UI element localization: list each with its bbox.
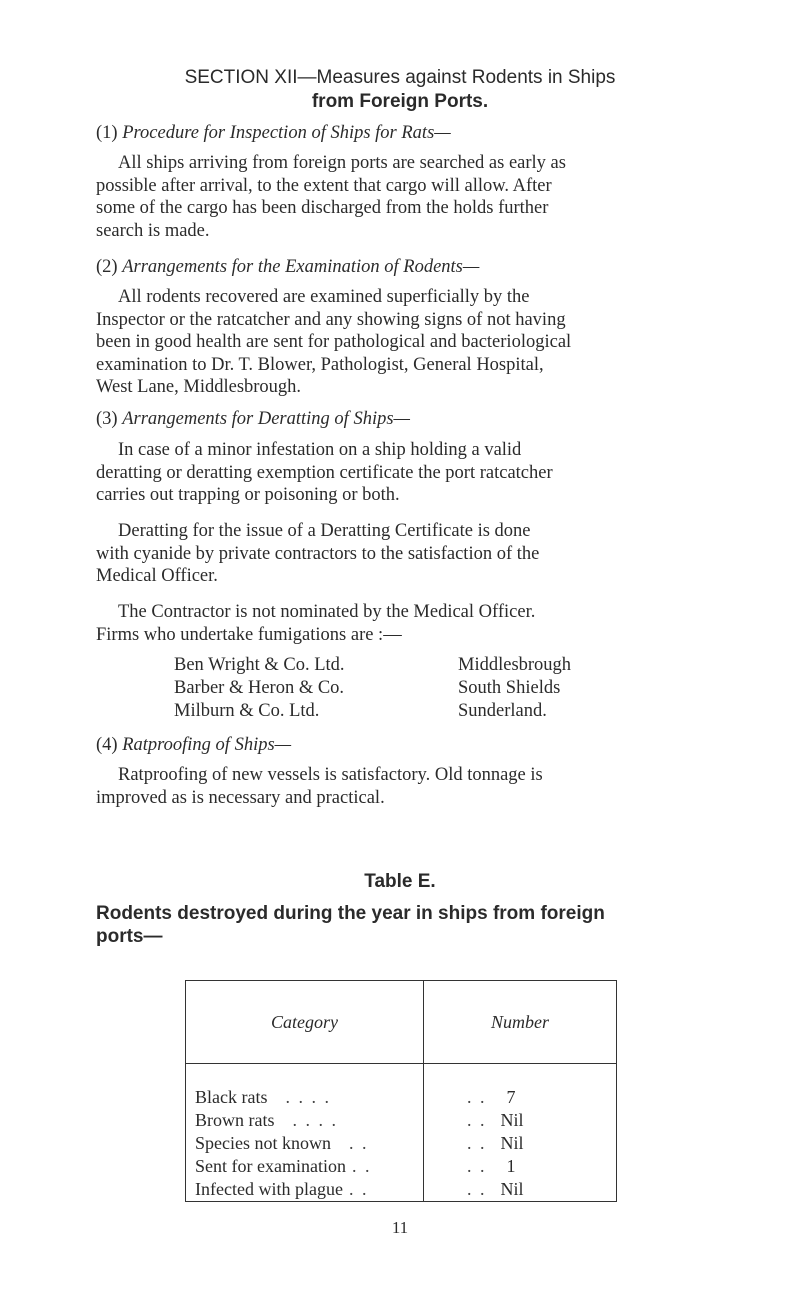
dot-leader: . .	[348, 1178, 369, 1199]
text-line: Deratting for the issue of a Deratting Certificate is done	[118, 521, 531, 541]
text-line: West Lane, Middlesbrough.	[96, 377, 302, 398]
text-line: carries out trapping or poisoning or both.	[96, 485, 400, 506]
firm-name: Barber & Heron & Co.	[174, 678, 345, 698]
column-header-category: Category	[186, 981, 424, 1064]
text-line: deratting or deratting exemption certificate the port ratcatcher	[96, 462, 553, 483]
dot-leader: . .	[467, 1086, 487, 1107]
subsection-2-paragraph	[96, 286, 708, 399]
subsection-3-paragraph-3	[96, 601, 708, 646]
subsection-3-heading	[96, 408, 410, 431]
firm-place: Sunderland.	[458, 701, 547, 721]
text-line: search is made.	[96, 220, 210, 241]
firm-row	[174, 654, 571, 677]
table-row	[186, 1178, 617, 1202]
text-line: with cyanide by private contractors to the satisfaction of the	[96, 543, 540, 564]
dot-leader: . .	[467, 1178, 487, 1199]
subsection-2-title: Arrangements for the Examination of Rodents—	[122, 257, 480, 277]
subsection-4-title: Ratproofing of Ships—	[122, 735, 292, 755]
section-title-line1: SECTION XII—Measures against Rodents in Ships	[184, 67, 616, 88]
section-title-line2: from Foreign Ports.	[311, 91, 489, 112]
firm-row	[174, 677, 571, 700]
text-line: Inspector or the ratcatcher and any showing signs of not having	[96, 309, 566, 330]
row-category: Infected with plague	[195, 1178, 343, 1199]
text-line: All ships arriving from foreign ports are searched as early as	[118, 153, 566, 173]
table-row	[186, 1132, 617, 1155]
page-number: 11	[391, 1218, 409, 1237]
text-line: some of the cargo has been discharged from the holds further	[96, 198, 549, 219]
subsection-4-heading	[96, 734, 291, 757]
firm-place: Middlesbrough	[458, 655, 572, 675]
subsection-3-paragraph-2	[96, 520, 708, 588]
subsection-4-number: (4)	[96, 735, 118, 755]
row-category: Sent for examination	[195, 1155, 346, 1176]
firm-place: South Shields	[458, 678, 561, 698]
subsection-3-paragraph-1	[96, 439, 708, 507]
subsection-1-paragraph	[96, 152, 708, 242]
text-line: improved as is necessary and practical.	[96, 787, 385, 808]
row-number: Nil	[500, 1109, 524, 1130]
table-row	[186, 1086, 617, 1109]
firm-row	[174, 700, 571, 723]
table-header-row	[186, 981, 617, 1064]
table-row	[186, 1155, 617, 1178]
row-number: Nil	[500, 1132, 524, 1153]
table-title: Table E.	[364, 871, 436, 892]
row-number: 1	[506, 1155, 516, 1176]
spacer-row	[186, 1064, 617, 1086]
subsection-4-paragraph	[96, 764, 708, 809]
subsection-1-title: Procedure for Inspection of Ships for Rats—	[122, 123, 451, 143]
dot-leader: . . . .	[292, 1109, 338, 1130]
row-category: Species not known	[195, 1132, 331, 1153]
row-number: Nil	[500, 1178, 524, 1199]
subsection-2-number: (2)	[96, 257, 118, 277]
subsection-1-heading	[96, 122, 451, 145]
text-line: Medical Officer.	[96, 566, 218, 587]
subsection-1-number: (1)	[96, 123, 118, 143]
dot-leader: . .	[467, 1155, 487, 1176]
firm-name: Milburn & Co. Ltd.	[174, 701, 320, 721]
row-category: Brown rats	[195, 1109, 275, 1130]
text-line: examination to Dr. T. Blower, Pathologist, General Hospital,	[96, 354, 544, 375]
text-line: possible after arrival, to the extent that cargo will allow. After	[96, 175, 552, 196]
dot-leader: . .	[348, 1132, 369, 1153]
row-number: 7	[506, 1086, 516, 1107]
section-title	[0, 66, 800, 114]
subsection-2-heading	[96, 256, 479, 279]
dot-leader: . . . .	[285, 1086, 331, 1107]
text-line: been in good health are sent for pathological and bacteriological	[96, 332, 572, 353]
column-header-number: Number	[424, 981, 617, 1064]
text-line: Ratproofing of new vessels is satisfactory. Old tonnage is	[118, 765, 543, 785]
text-line: Rodents destroyed during the year in ships from foreign	[96, 903, 605, 924]
dot-leader: . .	[467, 1109, 487, 1130]
fumigation-firms-list	[174, 654, 571, 723]
row-category: Black rats	[195, 1086, 268, 1107]
table-row	[186, 1109, 617, 1132]
table-intro	[96, 902, 708, 948]
rodents-table	[185, 980, 617, 1202]
text-line: The Contractor is not nominated by the Medical Officer.	[118, 602, 536, 622]
text-line: All rodents recovered are examined superficially by the	[118, 287, 530, 307]
text-line: ports—	[96, 926, 163, 947]
subsection-3-number: (3)	[96, 409, 118, 429]
text-line: In case of a minor infestation on a ship holding a valid	[118, 440, 522, 460]
dot-leader: . .	[351, 1155, 372, 1176]
subsection-3-title: Arrangements for Deratting of Ships—	[122, 409, 410, 429]
text-line: Firms who undertake fumigations are :—	[96, 624, 402, 645]
firm-name: Ben Wright & Co. Ltd.	[174, 655, 345, 675]
dot-leader: . .	[467, 1132, 487, 1153]
